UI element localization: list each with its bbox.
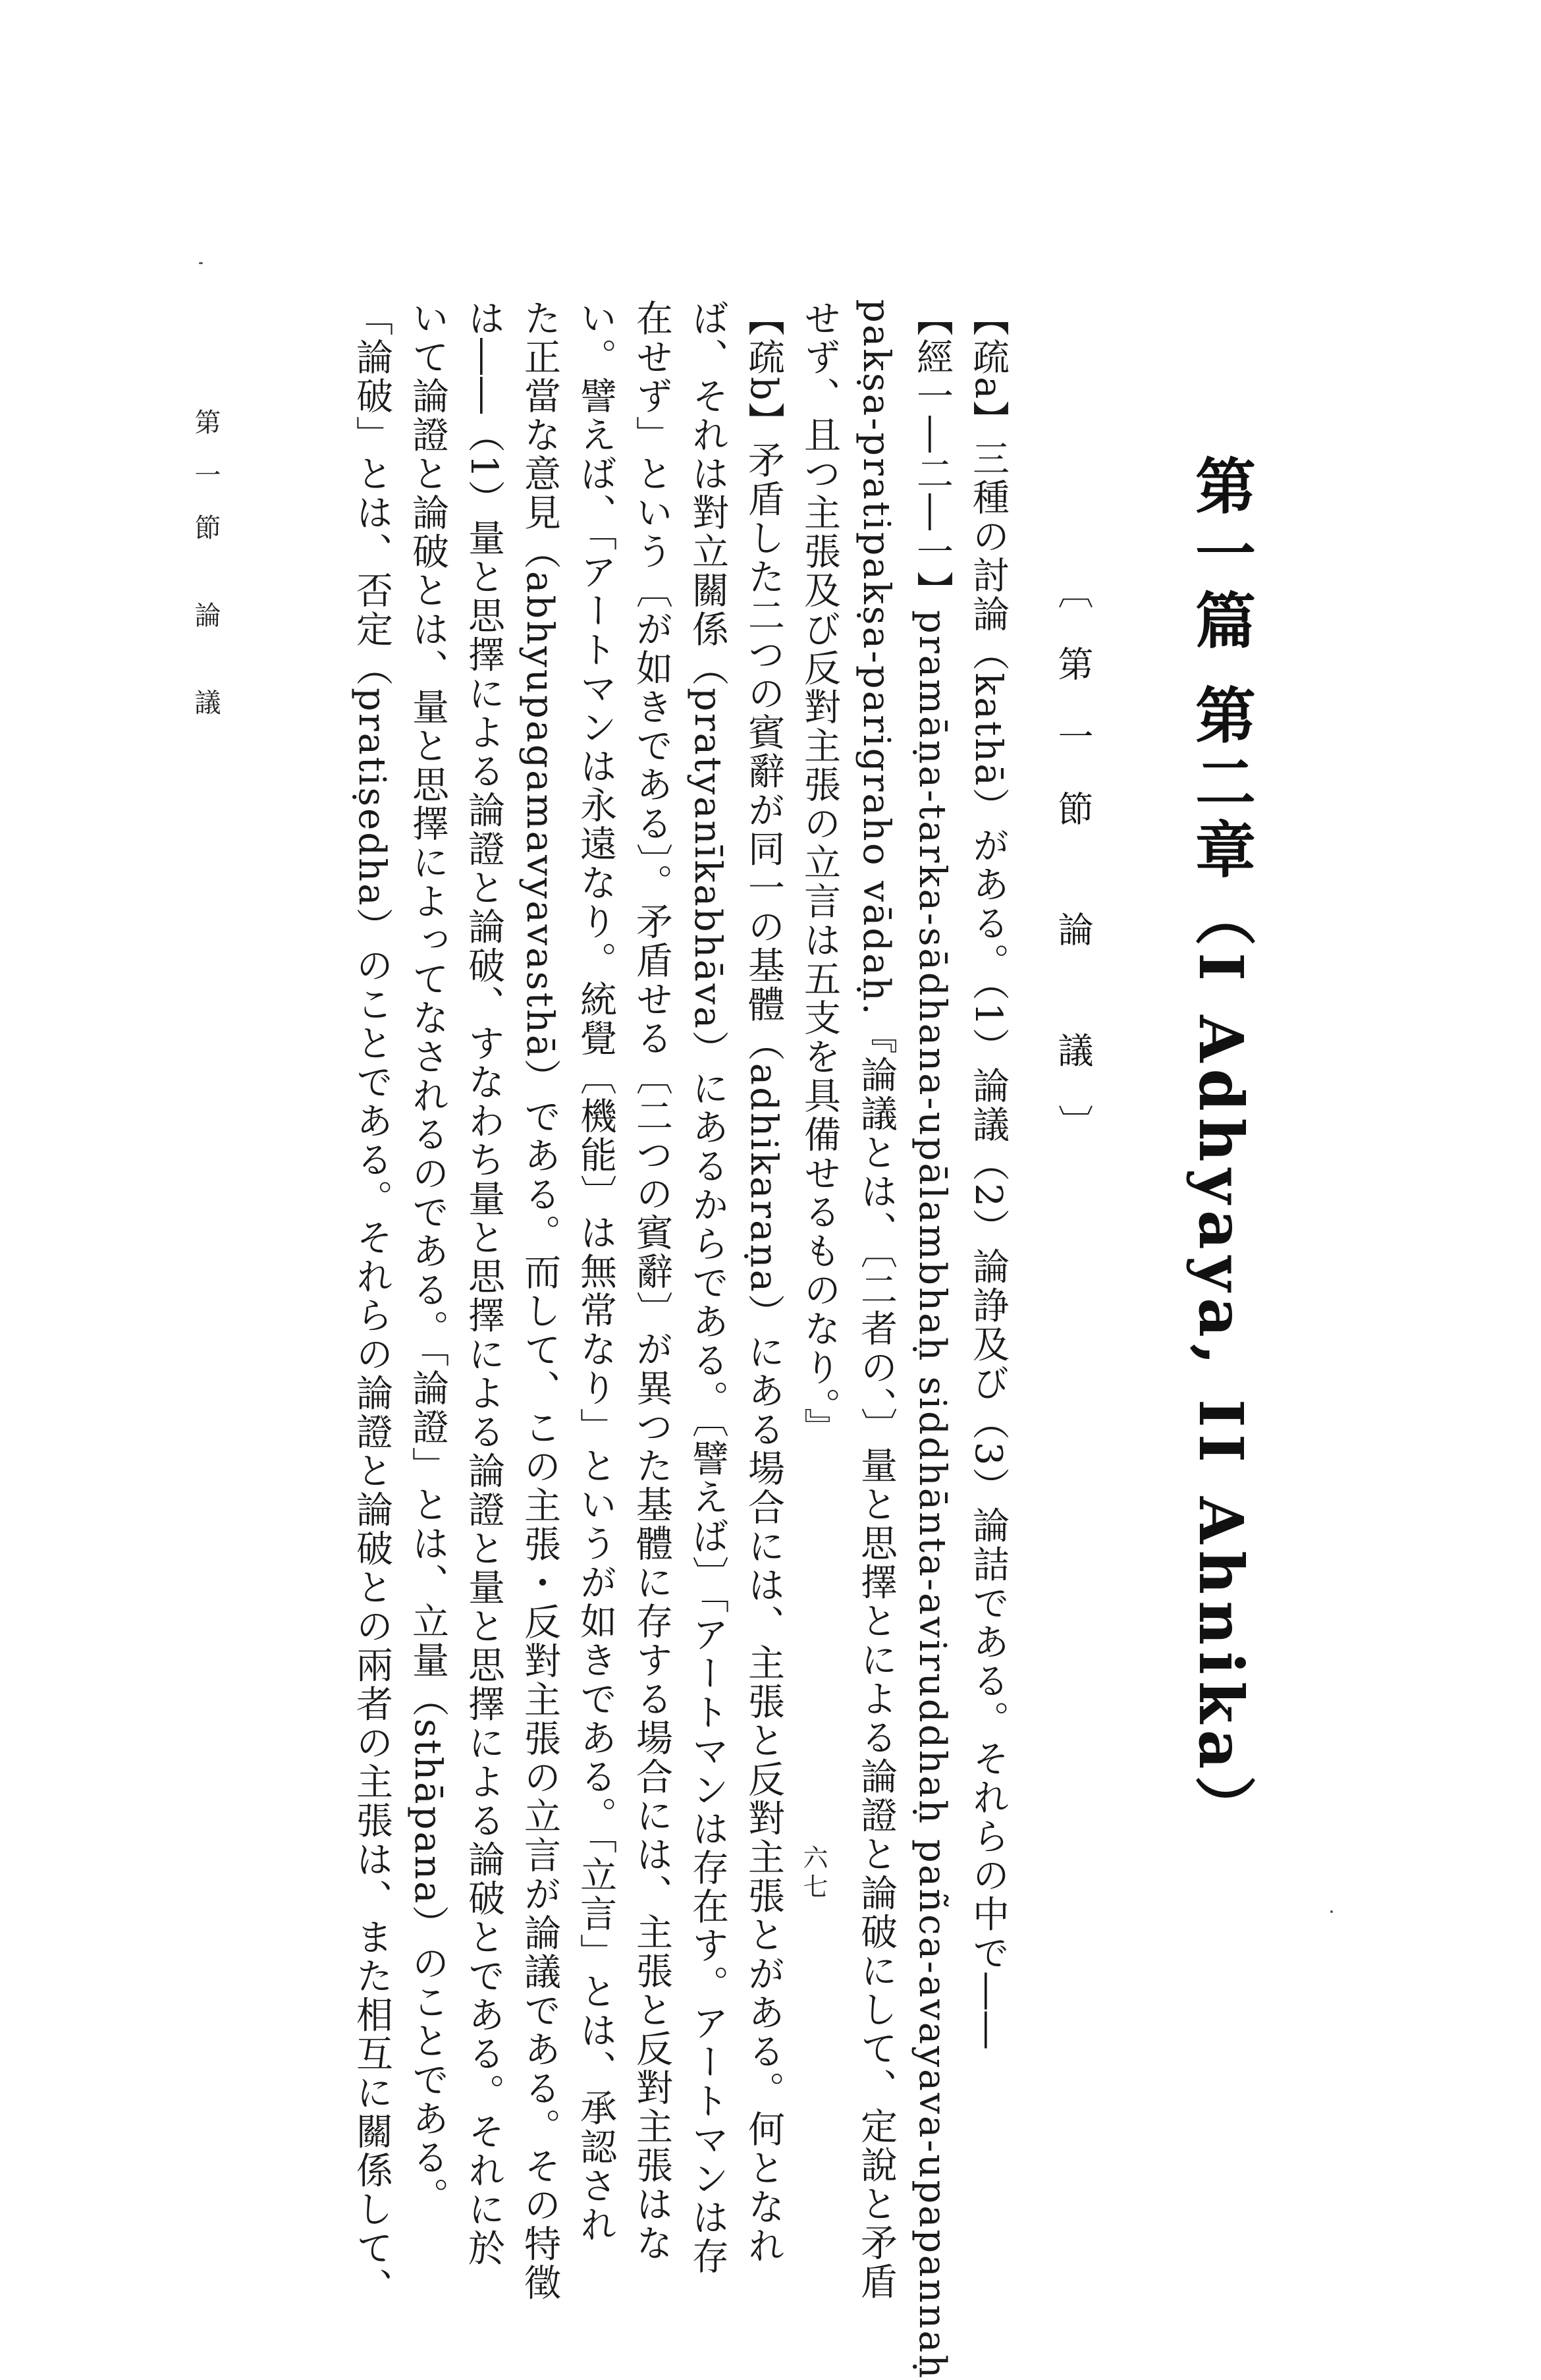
body-text-line: い。譬えば、「アートマンは永遠なり。統覺〔機能〕は無常なり」というが如きである。「立言」とは、承認され: [574, 299, 617, 2244]
page-number: 六七: [799, 1844, 828, 1902]
body-text-line: 【疏a】三種の討論（kathā）がある。（1）論議（2）論諍及び（3）論詰である。それらの中で――: [967, 299, 1010, 2051]
chapter-title: 第一篇 第二章（I Adhyaya, II Ahnika）: [1185, 455, 1257, 1843]
body-text-line: せず、且つ主張及び反對主張の立言は五支を具備せるものなり。』: [798, 299, 841, 1447]
body-text-line: pakṣa-pratipakṣa-parigraho vādaḥ.『論議とは、〔二者の、〕量と思擇とによる論證と論破にして、定說と矛盾: [855, 299, 898, 2302]
body-text-line: 【經一―二―一】pramāṇa-tarka-sādhana-upālambhaḥ siddhānta-aviruddhaḥ pañca-avayava-upapannaḥ: [911, 299, 954, 2380]
body-text-line: た正當な意見（abhyupagamavyavasthā）である。而して、この主張・反對主張の立言が論議である。その特徵: [518, 299, 561, 2303]
paper-speck: [199, 262, 203, 264]
body-text-line: いて論證と論破とは、量と思擇によってなされるのである。「論證」とは、立量（sthāpana）のことである。: [406, 299, 449, 2217]
body-text-line: 【疏b】矛盾した二つの賓辭が同一の基體（adhikaraṇa）にある場合には、主張と反對主張とがある。何となれ: [742, 299, 785, 2265]
paper-speck: [1330, 1910, 1333, 1913]
section-heading: 〔第一節 論 議〕: [1052, 573, 1094, 1177]
body-text-line: ば、それは對立關係（pratyanīkabhāva）にあるからである。〔譬えば〕「アートマンは存在す。アートマンは存: [686, 299, 729, 2277]
body-text-line: は――（1）量と思擇による論證と論破、すなわち量と思擇による論證と量と思擇による論破とである。それに於: [462, 299, 505, 2268]
running-head: 第一節 論 議: [190, 408, 221, 742]
body-text-line: 「論破」とは、否定（pratiṣedha）のことである。それらの論證と論破との兩者の主張は、また相互に關係して、: [350, 299, 393, 2307]
body-text-line: 在せず」という〔が如きである〕。矛盾せる〔二つの賓辭〕が異つた基體に存する場合には、主張と反對主張はな: [630, 299, 673, 2263]
